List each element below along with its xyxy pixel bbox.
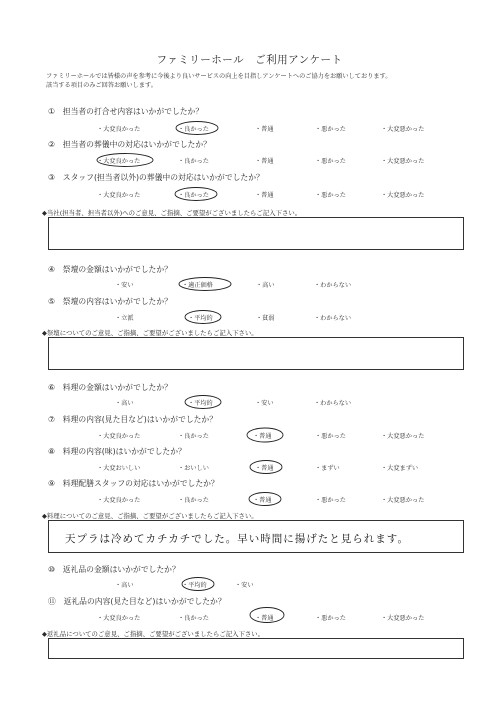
q3-option-2[interactable]: ・良かった (178, 192, 209, 199)
comment-1-label: ◆当社(担当者、担当者以外)へのご意見、ご指摘、ご要望がございましたらご記入下さい。 (42, 209, 302, 217)
q9-option-5[interactable]: ・大変悪かった (381, 497, 425, 504)
page-title: ファミリーホール ご利用アンケート (156, 54, 343, 66)
q2-option-5[interactable]: ・大変悪かった (381, 158, 425, 165)
comment-2-label: ◆祭壇についてのご意見、ご指摘、ご要望がございましたらご記入下さい。 (42, 329, 258, 337)
q5-option-2[interactable]: ・平均的 (188, 315, 213, 322)
q8-option-1[interactable]: ・大変おいしい (97, 465, 141, 472)
question-8: ⑧ 料理の内容(味)はいかがでしたか？ (48, 447, 186, 456)
q1-option-3[interactable]: ・普通 (255, 126, 274, 133)
comment-4-label: ◆返礼品についてのご意見、ご指摘、ご要望がございましたらご記入下さい。 (42, 630, 265, 638)
question-9: ⑨ 料理配膳スタッフの対応はいかがでしたか？ (48, 479, 219, 488)
comment-4-box[interactable] (48, 638, 464, 659)
q3-option-4[interactable]: ・悪かった (315, 192, 346, 199)
q5-option-3[interactable]: ・貧弱 (256, 315, 275, 322)
comment-2-box[interactable] (48, 337, 464, 370)
question-10: ⑩ 返礼品の金額はいかがでしたか？ (48, 565, 180, 574)
q7-option-3[interactable]: ・普通 (253, 433, 272, 440)
q1-option-4[interactable]: ・悪かった (315, 126, 346, 133)
q9-option-1[interactable]: ・大変良かった (97, 497, 141, 504)
q9-option-4[interactable]: ・悪かった (315, 497, 346, 504)
q11-option-5[interactable]: ・大変悪かった (381, 615, 425, 622)
q11-option-3[interactable]: ・普通 (255, 615, 274, 622)
q9-option-3[interactable]: ・普通 (253, 497, 272, 504)
intro-line-2: 該当する項目のみご回答お願いします。 (46, 82, 157, 89)
question-3: ③ スタッフ(担当者以外)の葬儀中の対応はいかがでしたか？ (48, 173, 264, 182)
q1-option-1[interactable]: ・大変良かった (97, 126, 141, 133)
q10-option-2[interactable]: ・平均的 (182, 582, 207, 589)
q5-option-4[interactable]: ・わからない (314, 315, 352, 322)
q4-option-2[interactable]: ・適正価格 (182, 282, 213, 289)
q4-option-3[interactable]: ・高い (256, 282, 275, 289)
q6-option-2[interactable]: ・平均的 (188, 400, 213, 407)
comment-1-box[interactable] (48, 217, 464, 250)
q7-option-5[interactable]: ・大変悪かった (381, 433, 425, 440)
question-5: ⑤ 祭壇の内容はいかがでしたか？ (48, 297, 172, 306)
q6-option-4[interactable]: ・わからない (314, 400, 352, 407)
q11-option-1[interactable]: ・大変良かった (97, 615, 141, 622)
q3-option-1[interactable]: ・大変良かった (97, 192, 141, 199)
q8-option-5[interactable]: ・大変まずい (381, 465, 419, 472)
q11-option-4[interactable]: ・悪かった (315, 615, 346, 622)
q3-option-3[interactable]: ・普通 (255, 192, 274, 199)
comment-3-box[interactable] (48, 520, 464, 553)
q6-option-1[interactable]: ・高い (115, 400, 134, 407)
q2-option-2[interactable]: ・良かった (178, 158, 209, 165)
q8-option-4[interactable]: ・まずい (315, 465, 340, 472)
q7-option-1[interactable]: ・大変良かった (97, 433, 141, 440)
q1-option-2[interactable]: ・良かった (178, 126, 209, 133)
question-6: ⑥ 料理の金額はいかがでしたか？ (48, 383, 172, 392)
question-11: ⑪ 返礼品の内容(見た目など)はいかがでしたか？ (48, 597, 226, 606)
q8-option-2[interactable]: ・おいしい (178, 465, 209, 472)
question-4: ④ 祭壇の金額はいかがでしたか？ (48, 265, 172, 274)
q5-option-1[interactable]: ・立派 (115, 315, 134, 322)
q4-option-1[interactable]: ・安い (115, 282, 134, 289)
question-7: ⑦ 料理の内容(見た目など)はいかがでしたか？ (48, 415, 218, 424)
q10-option-3[interactable]: ・安い (235, 582, 254, 589)
q9-option-2[interactable]: ・良かった (178, 497, 209, 504)
q3-option-5[interactable]: ・大変悪かった (381, 192, 425, 199)
question-1: ① 担当者の打合せ内容はいかがでしたか？ (48, 107, 204, 116)
comment-3-text: 天プラは冷めてカチカチでした。早い時間に揚げたと見られます。 (65, 533, 409, 545)
q2-option-1[interactable]: ・大変良かった (97, 158, 141, 165)
comment-3-label: ◆料理についてのご意見、ご指摘、ご要望がございましたらご記入下さい。 (42, 512, 258, 520)
q6-option-3[interactable]: ・安い (255, 400, 274, 407)
q1-option-5[interactable]: ・大変悪かった (381, 126, 425, 133)
q4-option-4[interactable]: ・わからない (314, 282, 352, 289)
q8-option-3[interactable]: ・普通 (255, 465, 274, 472)
q10-option-1[interactable]: ・高い (115, 582, 134, 589)
question-2: ② 担当者の葬儀中の対応はいかがでしたか？ (48, 140, 211, 149)
q2-option-4[interactable]: ・悪かった (315, 158, 346, 165)
q11-option-2[interactable]: ・良かった (178, 615, 209, 622)
q7-option-4[interactable]: ・悪かった (315, 433, 346, 440)
q2-option-3[interactable]: ・普通 (255, 158, 274, 165)
intro-line-1: ファミリーホールでは皆様の声を参考に今後より良いサービスの向上を目指しアンケートへのご協力をお願いしております。 (46, 73, 392, 80)
q7-option-2[interactable]: ・良かった (178, 433, 209, 440)
